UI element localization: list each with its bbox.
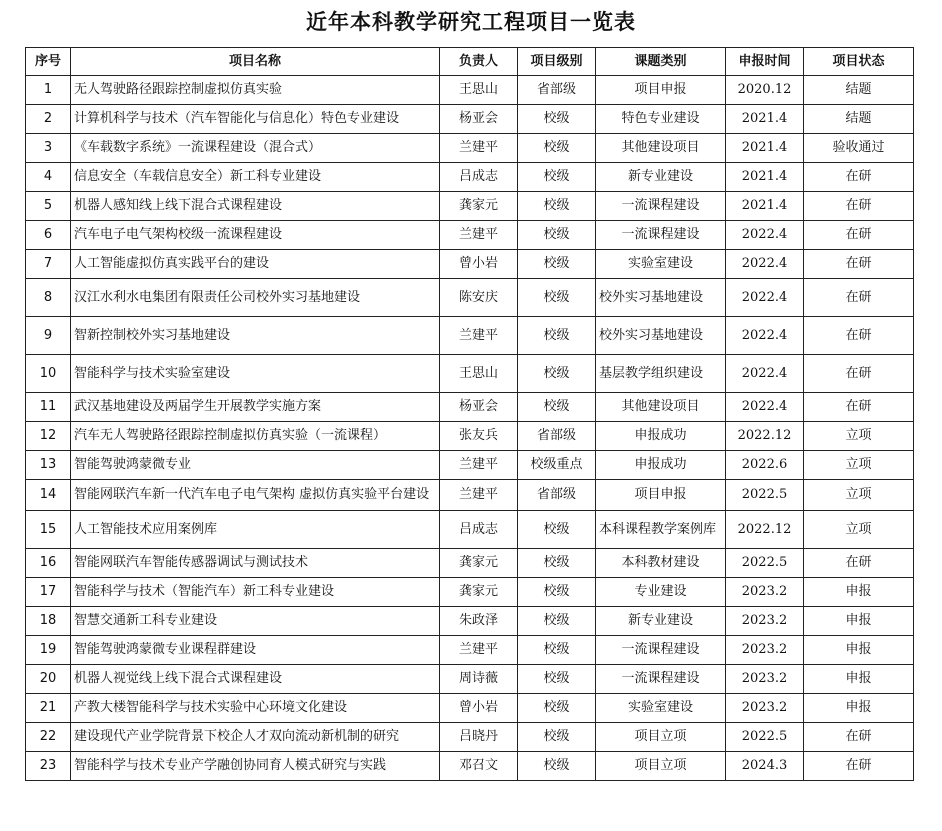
project-owner: 邓召文 bbox=[440, 752, 518, 781]
apply-date: 2022.4 bbox=[726, 250, 804, 279]
row-number: 14 bbox=[26, 480, 71, 511]
table-row bbox=[26, 607, 914, 636]
project-status: 在研 bbox=[804, 355, 914, 393]
row-number: 6 bbox=[26, 221, 71, 250]
apply-date: 2023.2 bbox=[726, 578, 804, 607]
project-level: 校级 bbox=[518, 355, 596, 393]
project-status: 立项 bbox=[804, 422, 914, 451]
project-category: 基层教学组织建设 bbox=[596, 355, 726, 393]
project-owner: 曾小岩 bbox=[440, 250, 518, 279]
project-level: 校级重点 bbox=[518, 451, 596, 480]
table-row bbox=[26, 279, 914, 317]
project-owner: 曾小岩 bbox=[440, 694, 518, 723]
table-row bbox=[26, 694, 914, 723]
project-name: 汽车无人驾驶路径跟踪控制虚拟仿真实验（一流课程） bbox=[71, 422, 440, 451]
project-name: 人工智能技术应用案例库 bbox=[71, 511, 440, 549]
apply-date: 2022.4 bbox=[726, 221, 804, 250]
project-category: 项目立项 bbox=[596, 723, 726, 752]
table-row bbox=[26, 422, 914, 451]
project-owner: 周诗薇 bbox=[440, 665, 518, 694]
table-row bbox=[26, 665, 914, 694]
project-name: 《车载数字系统》一流课程建设（混合式） bbox=[71, 134, 440, 163]
header-no: 序号 bbox=[26, 48, 71, 76]
row-number: 18 bbox=[26, 607, 71, 636]
project-name: 智慧交通新工科专业建设 bbox=[71, 607, 440, 636]
project-owner: 王思山 bbox=[440, 355, 518, 393]
project-name: 机器人感知线上线下混合式课程建设 bbox=[71, 192, 440, 221]
apply-date: 2023.2 bbox=[726, 607, 804, 636]
project-name: 汽车电子电气架构校级一流课程建设 bbox=[71, 221, 440, 250]
apply-date: 2022.5 bbox=[726, 480, 804, 511]
project-level: 校级 bbox=[518, 317, 596, 355]
project-category: 其他建设项目 bbox=[596, 393, 726, 422]
row-number: 9 bbox=[26, 317, 71, 355]
project-owner: 陈安庆 bbox=[440, 279, 518, 317]
row-number: 10 bbox=[26, 355, 71, 393]
apply-date: 2020.12 bbox=[726, 76, 804, 105]
project-table bbox=[25, 47, 914, 781]
project-owner: 王思山 bbox=[440, 76, 518, 105]
row-number: 3 bbox=[26, 134, 71, 163]
table-row bbox=[26, 134, 914, 163]
project-level: 省部级 bbox=[518, 422, 596, 451]
project-name: 产教大楼智能科学与技术实验中心环境文化建设 bbox=[71, 694, 440, 723]
project-status: 申报 bbox=[804, 636, 914, 665]
project-status: 申报 bbox=[804, 607, 914, 636]
project-status: 在研 bbox=[804, 723, 914, 752]
project-level: 校级 bbox=[518, 549, 596, 578]
project-category: 其他建设项目 bbox=[596, 134, 726, 163]
table-row bbox=[26, 723, 914, 752]
header-category: 课题类别 bbox=[596, 48, 726, 76]
row-number: 20 bbox=[26, 665, 71, 694]
project-status: 申报 bbox=[804, 665, 914, 694]
project-category: 一流课程建设 bbox=[596, 221, 726, 250]
project-category: 本科教材建设 bbox=[596, 549, 726, 578]
table-row bbox=[26, 480, 914, 511]
table-row bbox=[26, 636, 914, 665]
project-level: 校级 bbox=[518, 607, 596, 636]
project-status: 申报 bbox=[804, 694, 914, 723]
row-number: 22 bbox=[26, 723, 71, 752]
apply-date: 2023.2 bbox=[726, 636, 804, 665]
project-level: 校级 bbox=[518, 393, 596, 422]
project-level: 校级 bbox=[518, 636, 596, 665]
header-date: 申报时间 bbox=[726, 48, 804, 76]
project-status: 在研 bbox=[804, 250, 914, 279]
table-row bbox=[26, 355, 914, 393]
project-name: 智能驾驶鸿蒙微专业 bbox=[71, 451, 440, 480]
project-owner: 龚家元 bbox=[440, 549, 518, 578]
project-category: 项目立项 bbox=[596, 752, 726, 781]
project-status: 验收通过 bbox=[804, 134, 914, 163]
row-number: 19 bbox=[26, 636, 71, 665]
project-owner: 吕成志 bbox=[440, 163, 518, 192]
project-name: 汉江水利水电集团有限责任公司校外实习基地建设 bbox=[71, 279, 440, 317]
apply-date: 2023.2 bbox=[726, 665, 804, 694]
apply-date: 2022.4 bbox=[726, 355, 804, 393]
apply-date: 2022.4 bbox=[726, 279, 804, 317]
table-row bbox=[26, 451, 914, 480]
project-category: 实验室建设 bbox=[596, 694, 726, 723]
project-category: 一流课程建设 bbox=[596, 636, 726, 665]
table-row bbox=[26, 163, 914, 192]
project-level: 校级 bbox=[518, 221, 596, 250]
project-level: 校级 bbox=[518, 250, 596, 279]
project-name: 智能驾驶鸿蒙微专业课程群建设 bbox=[71, 636, 440, 665]
apply-date: 2021.4 bbox=[726, 134, 804, 163]
project-owner: 朱政泽 bbox=[440, 607, 518, 636]
project-level: 校级 bbox=[518, 578, 596, 607]
project-owner: 兰建平 bbox=[440, 451, 518, 480]
table-row bbox=[26, 221, 914, 250]
project-category: 申报成功 bbox=[596, 451, 726, 480]
project-status: 申报 bbox=[804, 578, 914, 607]
project-status: 在研 bbox=[804, 163, 914, 192]
row-number: 7 bbox=[26, 250, 71, 279]
project-name: 智能科学与技术（智能汽车）新工科专业建设 bbox=[71, 578, 440, 607]
project-status: 在研 bbox=[804, 279, 914, 317]
project-status: 立项 bbox=[804, 480, 914, 511]
row-number: 13 bbox=[26, 451, 71, 480]
project-owner: 杨亚会 bbox=[440, 393, 518, 422]
apply-date: 2023.2 bbox=[726, 694, 804, 723]
page-title: 近年本科教学研究工程项目一览表 bbox=[306, 9, 636, 34]
header-status: 项目状态 bbox=[804, 48, 914, 76]
row-number: 8 bbox=[26, 279, 71, 317]
row-number: 2 bbox=[26, 105, 71, 134]
apply-date: 2022.4 bbox=[726, 393, 804, 422]
project-owner: 兰建平 bbox=[440, 317, 518, 355]
project-category: 新专业建设 bbox=[596, 163, 726, 192]
row-number: 12 bbox=[26, 422, 71, 451]
project-name: 武汉基地建设及两届学生开展教学实施方案 bbox=[71, 393, 440, 422]
project-status: 立项 bbox=[804, 511, 914, 549]
apply-date: 2024.3 bbox=[726, 752, 804, 781]
table-row bbox=[26, 76, 914, 105]
project-status: 结题 bbox=[804, 76, 914, 105]
table-row bbox=[26, 105, 914, 134]
apply-date: 2022.5 bbox=[726, 549, 804, 578]
project-category: 一流课程建设 bbox=[596, 192, 726, 221]
table-row bbox=[26, 250, 914, 279]
project-owner: 吕晓丹 bbox=[440, 723, 518, 752]
project-level: 校级 bbox=[518, 752, 596, 781]
project-owner: 张友兵 bbox=[440, 422, 518, 451]
project-name: 智能网联汽车新一代汽车电子电气架构 虚拟仿真实验平台建设 bbox=[71, 480, 440, 511]
project-category: 校外实习基地建设 bbox=[596, 317, 726, 355]
table-row bbox=[26, 549, 914, 578]
project-category: 新专业建设 bbox=[596, 607, 726, 636]
project-name: 信息安全（车载信息安全）新工科专业建设 bbox=[71, 163, 440, 192]
row-number: 1 bbox=[26, 76, 71, 105]
project-category: 一流课程建设 bbox=[596, 665, 726, 694]
project-category: 校外实习基地建设 bbox=[596, 279, 726, 317]
project-status: 在研 bbox=[804, 221, 914, 250]
project-status: 在研 bbox=[804, 752, 914, 781]
project-level: 校级 bbox=[518, 192, 596, 221]
table-row bbox=[26, 578, 914, 607]
project-category: 专业建设 bbox=[596, 578, 726, 607]
row-number: 11 bbox=[26, 393, 71, 422]
project-status: 在研 bbox=[804, 549, 914, 578]
header-name: 项目名称 bbox=[71, 48, 440, 76]
project-category: 项目申报 bbox=[596, 76, 726, 105]
project-level: 省部级 bbox=[518, 76, 596, 105]
project-level: 校级 bbox=[518, 511, 596, 549]
row-number: 5 bbox=[26, 192, 71, 221]
row-number: 17 bbox=[26, 578, 71, 607]
project-category: 项目申报 bbox=[596, 480, 726, 511]
project-level: 校级 bbox=[518, 279, 596, 317]
project-level: 校级 bbox=[518, 665, 596, 694]
row-number: 4 bbox=[26, 163, 71, 192]
project-status: 在研 bbox=[804, 393, 914, 422]
project-level: 校级 bbox=[518, 105, 596, 134]
apply-date: 2022.5 bbox=[726, 723, 804, 752]
row-number: 21 bbox=[26, 694, 71, 723]
project-owner: 兰建平 bbox=[440, 636, 518, 665]
project-category: 本科课程教学案例库 bbox=[596, 511, 726, 549]
project-name: 机器人视觉线上线下混合式课程建设 bbox=[71, 665, 440, 694]
apply-date: 2021.4 bbox=[726, 192, 804, 221]
project-owner: 杨亚会 bbox=[440, 105, 518, 134]
row-number: 23 bbox=[26, 752, 71, 781]
project-status: 结题 bbox=[804, 105, 914, 134]
project-owner: 兰建平 bbox=[440, 480, 518, 511]
project-owner: 龚家元 bbox=[440, 578, 518, 607]
project-name: 无人驾驶路径跟踪控制虚拟仿真实验 bbox=[71, 76, 440, 105]
project-owner: 吕成志 bbox=[440, 511, 518, 549]
project-category: 申报成功 bbox=[596, 422, 726, 451]
table-row bbox=[26, 511, 914, 549]
project-name: 智能科学与技术专业产学融创协同育人模式研究与实践 bbox=[71, 752, 440, 781]
project-status: 在研 bbox=[804, 192, 914, 221]
project-level: 校级 bbox=[518, 163, 596, 192]
table-row bbox=[26, 393, 914, 422]
project-category: 特色专业建设 bbox=[596, 105, 726, 134]
project-owner: 龚家元 bbox=[440, 192, 518, 221]
project-category: 实验室建设 bbox=[596, 250, 726, 279]
apply-date: 2022.12 bbox=[726, 422, 804, 451]
apply-date: 2021.4 bbox=[726, 163, 804, 192]
project-name: 智新控制校外实习基地建设 bbox=[71, 317, 440, 355]
project-name: 智能科学与技术实验室建设 bbox=[71, 355, 440, 393]
project-level: 校级 bbox=[518, 134, 596, 163]
header-owner: 负责人 bbox=[440, 48, 518, 76]
project-name: 人工智能虚拟仿真实践平台的建设 bbox=[71, 250, 440, 279]
project-level: 校级 bbox=[518, 694, 596, 723]
project-owner: 兰建平 bbox=[440, 221, 518, 250]
header-row bbox=[26, 48, 914, 76]
project-name: 计算机科学与技术（汽车智能化与信息化）特色专业建设 bbox=[71, 105, 440, 134]
apply-date: 2022.4 bbox=[726, 317, 804, 355]
table-row bbox=[26, 192, 914, 221]
project-name: 建设现代产业学院背景下校企人才双向流动新机制的研究 bbox=[71, 723, 440, 752]
project-level: 校级 bbox=[518, 723, 596, 752]
project-status: 在研 bbox=[804, 317, 914, 355]
apply-date: 2022.6 bbox=[726, 451, 804, 480]
apply-date: 2021.4 bbox=[726, 105, 804, 134]
project-owner: 兰建平 bbox=[440, 134, 518, 163]
header-level: 项目级别 bbox=[518, 48, 596, 76]
table-row bbox=[26, 317, 914, 355]
table-row bbox=[26, 752, 914, 781]
project-status: 立项 bbox=[804, 451, 914, 480]
project-level: 省部级 bbox=[518, 480, 596, 511]
apply-date: 2022.12 bbox=[726, 511, 804, 549]
project-name: 智能网联汽车智能传感器调试与测试技术 bbox=[71, 549, 440, 578]
row-number: 15 bbox=[26, 511, 71, 549]
row-number: 16 bbox=[26, 549, 71, 578]
